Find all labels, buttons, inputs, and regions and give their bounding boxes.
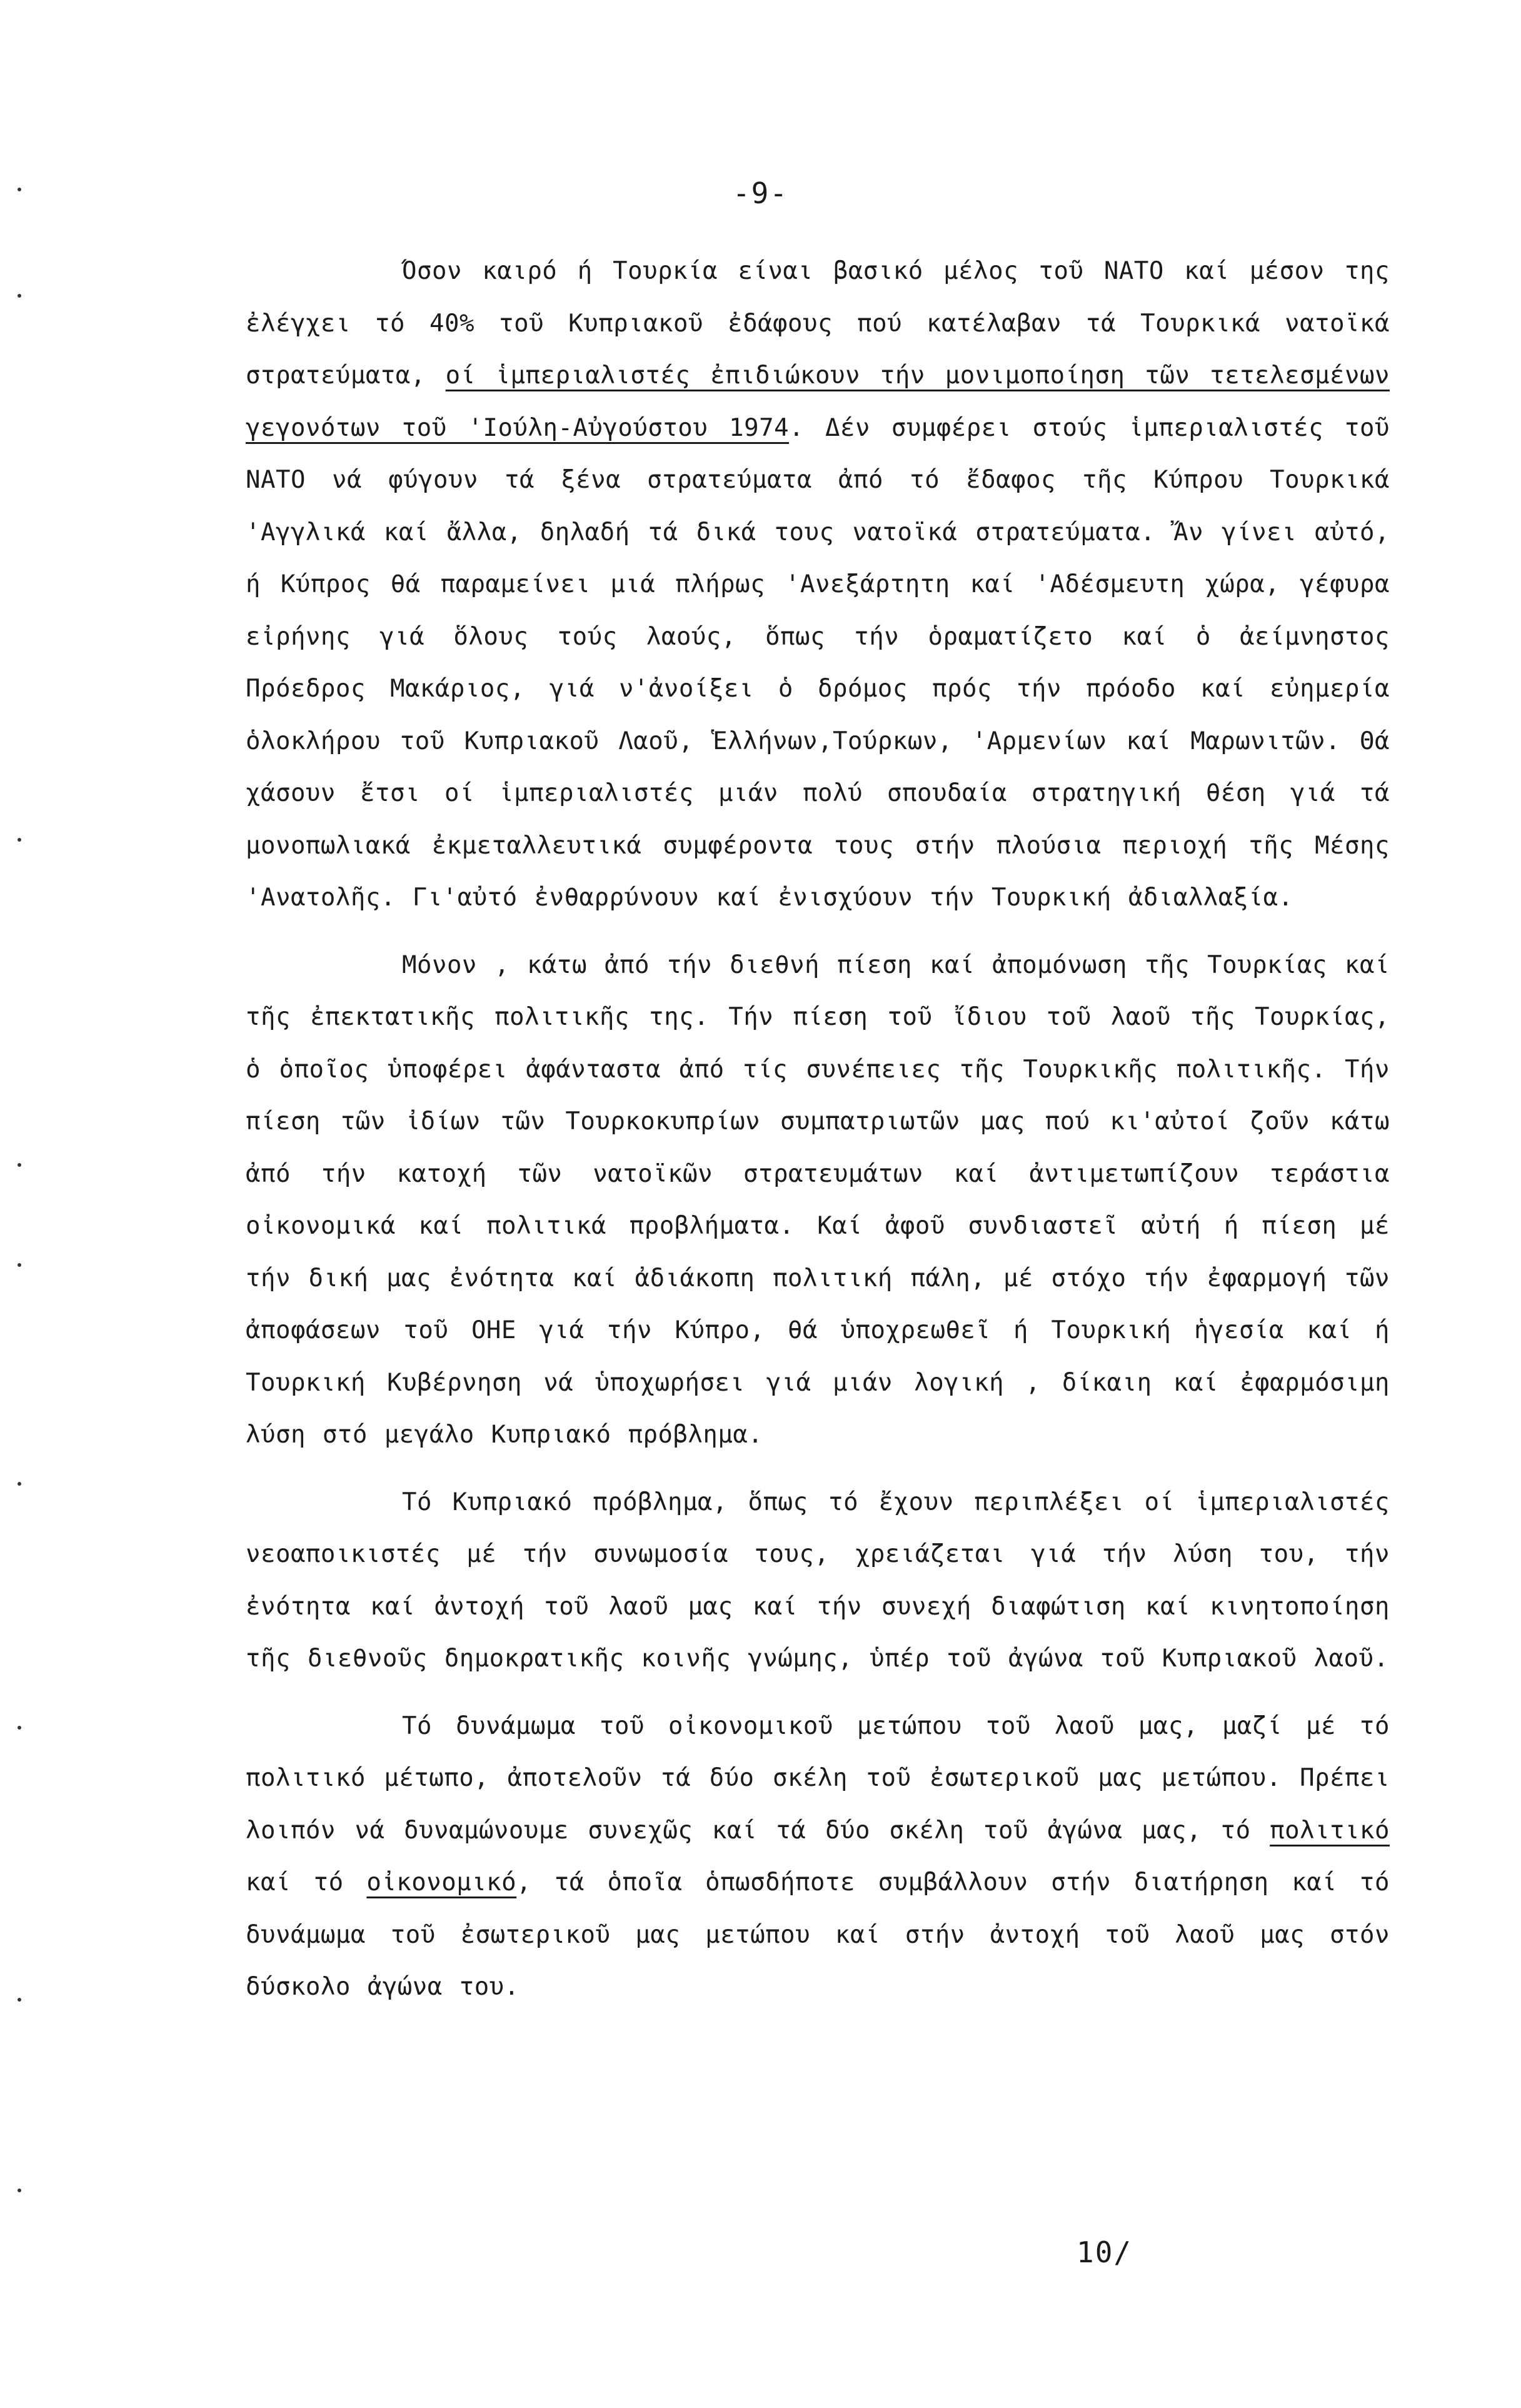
underlined-text: οἰκονομικό bbox=[366, 1868, 517, 1897]
margin-dot bbox=[18, 1482, 21, 1486]
text-segment: . Δέν συμφέρει στούς ἱμπεριαλιστές τοῦ ΝΑΤΟ νά φύγουν τά ξένα στρατεύματα ἀπό τό ἔδαφος τῆς Κύπρου Τουρκικά 'Αγγλικά καί ἄλλα, δηλαδή τά δικά τους νατοϊκά στρατεύματα. Ἄν γίνει αὐτό, ή Κύπρος θά παραμείνει μιά πλήρως 'Ανεξάρτητη καί 'Αδέσμευτη χώρα, γέφυρα εἰρήνης γιά ὅλους τούς λαούς, ὅπως τήν ὁραματίζετο καί ὁ ἀείμνηστος Πρόεδρος Μακάριος, γιά ν'ἀνοίξει ὁ δρόμος πρός τήν πρόοδο καί εὐημερία ὁλοκλήρου τοῦ Κυπριακοῦ Λαοῦ, Ἑλλήνων,Τούρκων, 'Αρμενίων καί Μαρωνιτῶν. Θά χάσουν ἔτσι οί ἱμπεριαλιστές μιάν πολύ σπουδαία στρατηγική θέση γιά τά μονοπωλιακά ἐκμεταλλευτικά συμφέροντα τους στήν πλούσια περιοχή τῆς Μέσης 'Ανατολῆς. Γι'αὐτό ἐνθαρρύνουν καί ἐνισχύουν τήν Τουρκική ἀδιαλλαξία. bbox=[246, 413, 1390, 912]
continued-marker: 10/ bbox=[1077, 2235, 1133, 2269]
underlined-text: οί ἱμπεριαλιστές ἐπιδιώκουν τήν μονιμοποίηση τῶν τετελεσμένων γεγονότων τοῦ 'Ιούλη-Αὐγούστου 1974 bbox=[246, 361, 1390, 442]
text-segment: Τό Κυπριακό πρόβλημα, ὅπως τό ἔχουν περιπλέξει οί ἱμπεριαλιστές νεοαποικιστές μέ τήν συνωμοσία τους, χρειάζεται γιά τήν λύση του, τήν ἐνότητα καί ἀντοχή τοῦ λαοῦ μας καί τήν συνεχή διαφώτιση καί κινητοποίηση τῆς διεθνοῦς δημοκρατικῆς κοινῆς γνώμης, ὑπέρ τοῦ ἀγώνα τοῦ Κυπριακοῦ λαοῦ. bbox=[246, 1488, 1390, 1673]
text-segment: Όσον καιρό ή Τουρκία είναι βασικό μέλος τοῦ ΝΑΤΟ καί μέσον της ἐλέγχει τό 40% τοῦ Κυπριακοῦ ἐδάφους πού κατέλαβαν τά Τουρκικά νατοϊκά στρατεύματα, bbox=[246, 257, 1390, 390]
text-segment: , τά ὁποῖα ὁπωσδήποτε συμβάλλουν στήν διατήρηση καί τό δυνάμωμα τοῦ ἐσωτερικοῦ μας μετώπου καί στήν ἀντοχή τοῦ λαοῦ μας στόν δύσκολο ἀγώνα του. bbox=[246, 1868, 1390, 2001]
margin-dot bbox=[18, 1263, 21, 1267]
text-segment: Τό δυνάμωμα τοῦ οἰκονομικοῦ μετώπου τοῦ λαοῦ μας, μαζί μέ τό πολιτικό μέτωπο, ἀποτελοῦν τά δύο σκέλη τοῦ ἐσωτερικοῦ μας μετώπου. Πρέπει λοιπόν νά δυναμώνουμε συνεχῶς καί τά δύο σκέλη τοῦ ἀγώνα μας, τό bbox=[246, 1711, 1390, 1845]
text-segment: καί τό bbox=[246, 1868, 367, 1897]
paragraph-3 bbox=[246, 1476, 1390, 1685]
margin-dot bbox=[18, 294, 21, 298]
margin-dot bbox=[18, 1998, 21, 2002]
paragraph-2 bbox=[246, 939, 1390, 1461]
text-segment: Μόνον , κάτω ἀπό τήν διεθνή πίεση καί ἀπομόνωση τῆς Τουρκίας καί τῆς ἐπεκτατικῆς πολιτικῆς της. Τήν πίεση τοῦ ἴδιου τοῦ λαοῦ τῆς Τουρκίας, ὁ ὁποῖος ὑποφέρει ἀφάνταστα ἀπό τίς συνέπειες τῆς Τουρκικῆς πολιτικῆς. Τήν πίεση τῶν ἰδίων τῶν Τουρκοκυπρίων συμπατριωτῶν μας πού κι'αὐτοί ζοῦν κάτω ἀπό τήν κατοχή τῶν νατοϊκῶν στρατευμάτων καί ἀντιμετωπίζουν τεράστια οἰκονομικά καί πολιτικά προβλήματα. Καί ἀφοῦ συνδιαστεῖ αὐτή ή πίεση μέ τήν δική μας ἐνότητα καί ἀδιάκοπη πολιτική πάλη, μέ στόχο τήν ἐφαρμογή τῶν ἀποφάσεων τοῦ ΟΗΕ γιά τήν Κύπρο, θά ὑποχρεωθεῖ ή Τουρκική ἡγεσία καί ή Τουρκική Κυβέρνηση νά ὑποχωρήσει γιά μιάν λογική , δίκαιη καί ἐφαρμόσιμη λύση στό μεγάλο Κυπριακό πρόβλημα. bbox=[246, 950, 1390, 1449]
margin-dot bbox=[18, 188, 21, 191]
page-number: -9- bbox=[732, 176, 789, 210]
body-text bbox=[246, 245, 1390, 2013]
margin-dot bbox=[18, 1163, 21, 1167]
margin-dot bbox=[18, 2189, 21, 2192]
margin-dot bbox=[18, 838, 21, 842]
paragraph-1 bbox=[246, 245, 1390, 924]
paragraph-4 bbox=[246, 1700, 1390, 2013]
underlined-text: πολιτικό bbox=[1270, 1816, 1390, 1845]
margin-dot bbox=[18, 1726, 21, 1730]
